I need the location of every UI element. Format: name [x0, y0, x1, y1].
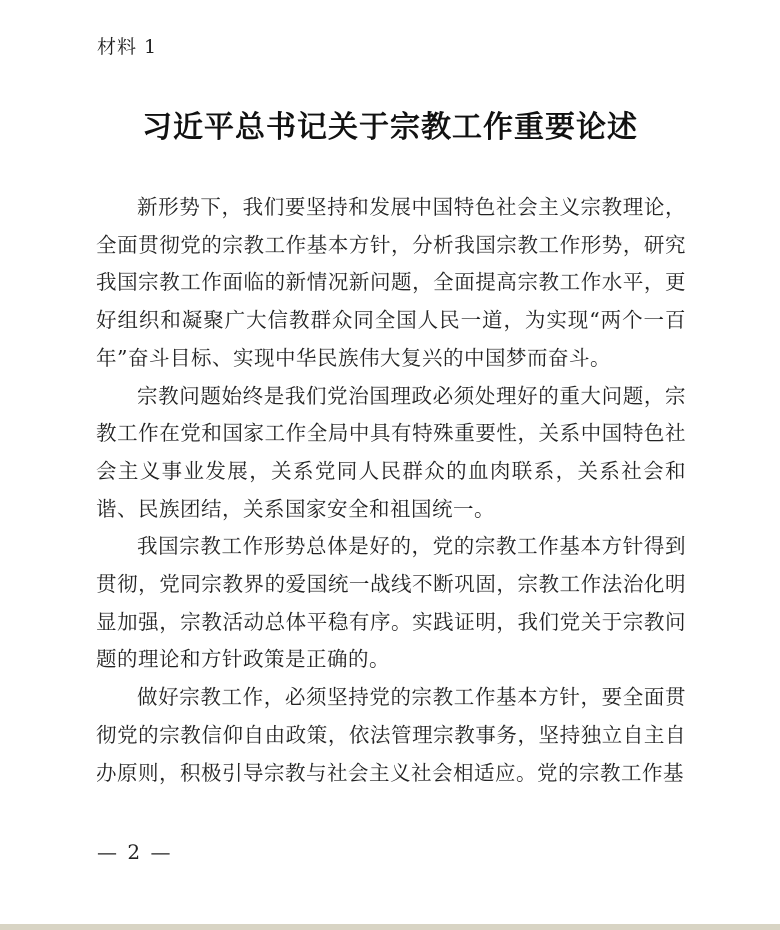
- material-label: 材料 1: [97, 36, 158, 58]
- page-title: 习近平总书记关于宗教工作重要论述: [142, 110, 638, 145]
- paragraph-1: 新形势下，我们要坚持和发展中国特色社会主义宗教理论，全面贯彻党的宗教工作基本方针，分析我国宗教工作形势，研究我国宗教工作面临的新情况新问题，全面提高宗教工作水平，更好组织和凝聚广大信教群众同全国人民一道，为实现“两个一百年”奋斗目标、实现中华民族伟大复兴的中国梦而奋斗。: [96, 195, 686, 370]
- page-bottom-divider: [0, 924, 780, 930]
- paragraph-3: 我国宗教工作形势总体是好的，党的宗教工作基本方针得到贯彻，党同宗教界的爱国统一战线不断巩固，宗教工作法治化明显加强，宗教活动总体平稳有序。实践证明，我们党关于宗教问题的理论和方针政策是正确的。: [96, 534, 686, 672]
- paragraph-2: 宗教问题始终是我们党治国理政必须处理好的重大问题，宗教工作在党和国家工作全局中具有特殊重要性，关系中国特色社会主义事业发展，关系党同人民群众的血肉联系，关系社会和谐、民族团结，关系国家安全和祖国统一。: [96, 383, 686, 521]
- page-number: — 2 —: [97, 840, 173, 864]
- paragraph-4: 做好宗教工作，必须坚持党的宗教工作基本方针，要全面贯彻党的宗教信仰自由政策，依法管理宗教事务，坚持独立自主自办原则，积极引导宗教与社会主义社会相适应。党的宗教工作基: [96, 685, 686, 785]
- document-body: [96, 189, 686, 792]
